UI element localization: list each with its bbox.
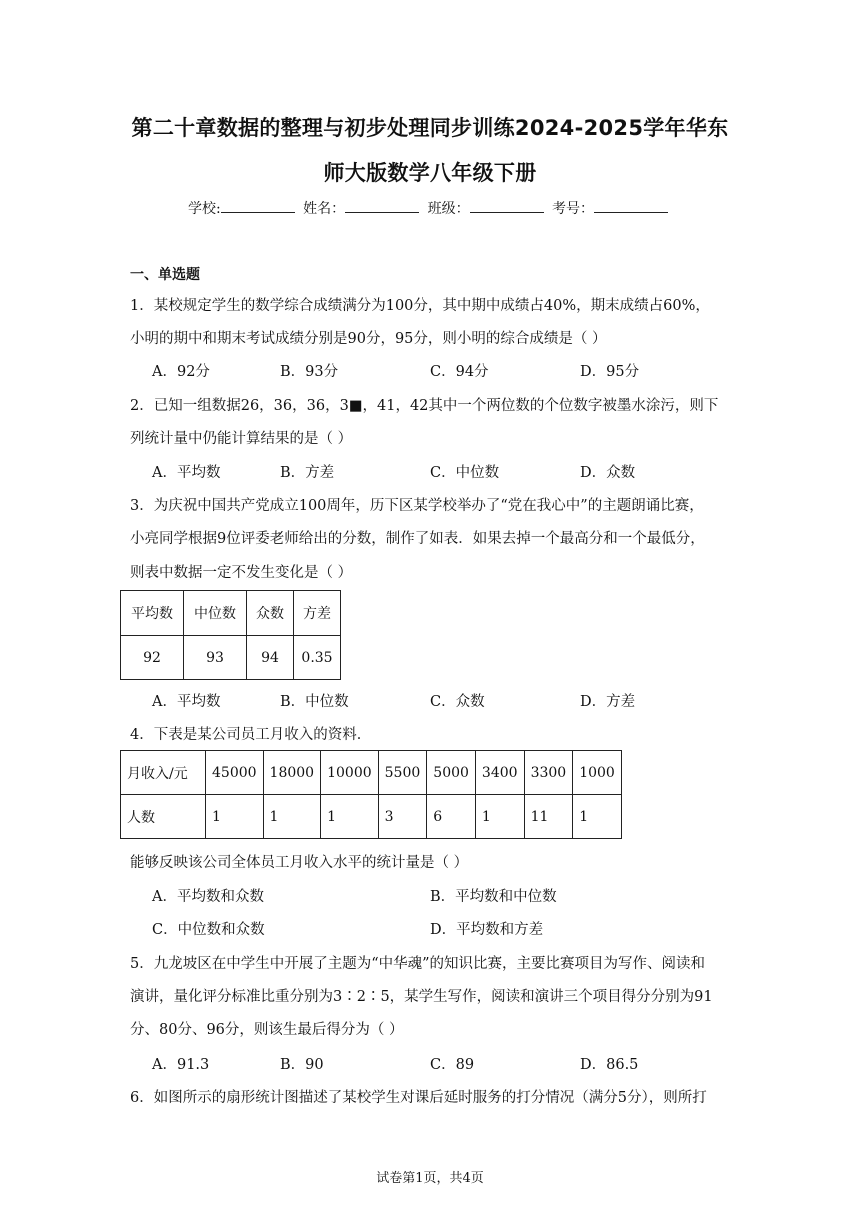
q5-option-b: B．90 xyxy=(280,1057,324,1073)
table-row xyxy=(121,591,341,636)
table-cell: 平均数 xyxy=(121,591,184,636)
table-cell: 3300 xyxy=(524,751,573,795)
table-cell: 92 xyxy=(121,636,184,680)
title-line-2: 师大版数学八年级下册 xyxy=(323,161,537,185)
table-cell: 方差 xyxy=(294,591,341,636)
table-cell: 人数 xyxy=(121,795,206,839)
table-cell: 1 xyxy=(206,795,264,839)
q1-option-a: A．92分 xyxy=(152,364,210,380)
q4-income-table xyxy=(120,750,622,839)
table-cell: 月收入/元 xyxy=(121,751,206,795)
table-cell: 1 xyxy=(263,795,321,839)
q4-option-c: C．中位数和众数 xyxy=(152,922,265,938)
name-blank xyxy=(345,198,419,213)
q1-option-c: C．94分 xyxy=(430,364,489,380)
q5-line-1: 5．九龙坡区在中学生中开展了主题为“中华魂”的知识比赛，主要比赛项目为写作、阅读和 xyxy=(130,956,706,972)
table-cell: 1 xyxy=(573,795,622,839)
table-cell: 中位数 xyxy=(184,591,247,636)
q2-option-a: A．平均数 xyxy=(152,465,221,481)
table-row xyxy=(121,795,622,839)
q2-option-b: B．方差 xyxy=(280,465,335,481)
table-cell: 3 xyxy=(378,795,427,839)
q4-option-a: A．平均数和众数 xyxy=(152,889,264,905)
q3-option-b: B．中位数 xyxy=(280,694,349,710)
school-blank xyxy=(221,198,295,213)
q4-option-b: B．平均数和中位数 xyxy=(430,889,557,905)
table-cell: 1 xyxy=(321,795,379,839)
number-blank xyxy=(594,198,668,213)
q1-option-d: D．95分 xyxy=(580,364,640,380)
q1-line-1: 1．某校规定学生的数学综合成绩满分为100分，其中期中成绩占40%，期末成绩占60%， xyxy=(130,298,710,314)
q4-line-2: 能够反映该公司全体员工月收入水平的统计量是（ ） xyxy=(130,855,469,871)
table-cell: 6 xyxy=(427,795,476,839)
table-row xyxy=(121,636,341,680)
q2-line-1: 2．已知一组数据26，36，36，3■，41，42其中一个两位数的个位数字被墨水涂污，则下 xyxy=(130,398,719,414)
q6-line-1: 6．如图所示的扇形统计图描述了某校学生对课后延时服务的打分情况（满分5分），则所打 xyxy=(130,1090,707,1106)
class-label: 班级： xyxy=(427,201,470,217)
q2-line-2: 列统计量中仍能计算结果的是（ ） xyxy=(130,431,353,447)
q1-line-2: 小明的期中和期末考试成绩分别是90分，95分，则小明的综合成绩是（ ） xyxy=(130,331,607,347)
q5-option-a: A．91.3 xyxy=(152,1057,210,1073)
q3-line-3: 则表中数据一定不发生变化是（ ） xyxy=(130,565,353,581)
school-label: 学校: xyxy=(187,201,221,217)
q3-option-a: A．平均数 xyxy=(152,694,221,710)
table-cell: 3400 xyxy=(475,751,524,795)
q3-line-2: 小亮同学根据9位评委老师给出的分数，制作了如表．如果去掉一个最高分和一个最低分， xyxy=(130,531,705,547)
q5-option-d: D．86.5 xyxy=(580,1057,639,1073)
q3-stats-table xyxy=(120,590,341,680)
q5-option-c: C．89 xyxy=(430,1057,475,1073)
table-cell: 45000 xyxy=(206,751,264,795)
page-footer: 试卷第1页，共4页 xyxy=(376,1171,484,1186)
section-heading: 一、单选题 xyxy=(130,267,200,283)
q4-option-d: D．平均数和方差 xyxy=(430,922,544,938)
table-cell: 10000 xyxy=(321,751,379,795)
table-cell: 1000 xyxy=(573,751,622,795)
table-cell: 93 xyxy=(184,636,247,680)
table-cell: 0.35 xyxy=(294,636,341,680)
q2-option-c: C．中位数 xyxy=(430,465,500,481)
q5-line-2: 演讲，量化评分标准比重分别为3∶2∶5，某学生写作，阅读和演讲三个项目得分分别为91 xyxy=(130,989,713,1005)
table-cell: 94 xyxy=(247,636,294,680)
student-info-row xyxy=(0,198,860,218)
q2-option-d: D．众数 xyxy=(580,465,636,481)
table-cell: 5000 xyxy=(427,751,476,795)
title-line-1: 第二十章数据的整理与初步处理同步训练2024-2025学年华东 xyxy=(131,116,729,140)
q3-line-1: 3．为庆祝中国共产党成立100周年，历下区某学校举办了“党在我心中”的主题朗诵比赛， xyxy=(130,498,704,514)
number-label: 考号： xyxy=(552,201,595,217)
table-cell: 众数 xyxy=(247,591,294,636)
q1-option-b: B．93分 xyxy=(280,364,339,380)
table-cell: 11 xyxy=(524,795,573,839)
table-cell: 18000 xyxy=(263,751,321,795)
table-cell: 5500 xyxy=(378,751,427,795)
table-row xyxy=(121,751,622,795)
q4-line-1: 4．下表是某公司员工月收入的资料． xyxy=(130,727,372,743)
name-label: 姓名： xyxy=(303,201,346,217)
table-cell: 1 xyxy=(475,795,524,839)
q3-option-c: C．众数 xyxy=(430,694,485,710)
q3-option-d: D．方差 xyxy=(580,694,636,710)
q5-line-3: 分、80分、96分，则该生最后得分为（ ） xyxy=(130,1022,404,1038)
class-blank xyxy=(470,198,544,213)
